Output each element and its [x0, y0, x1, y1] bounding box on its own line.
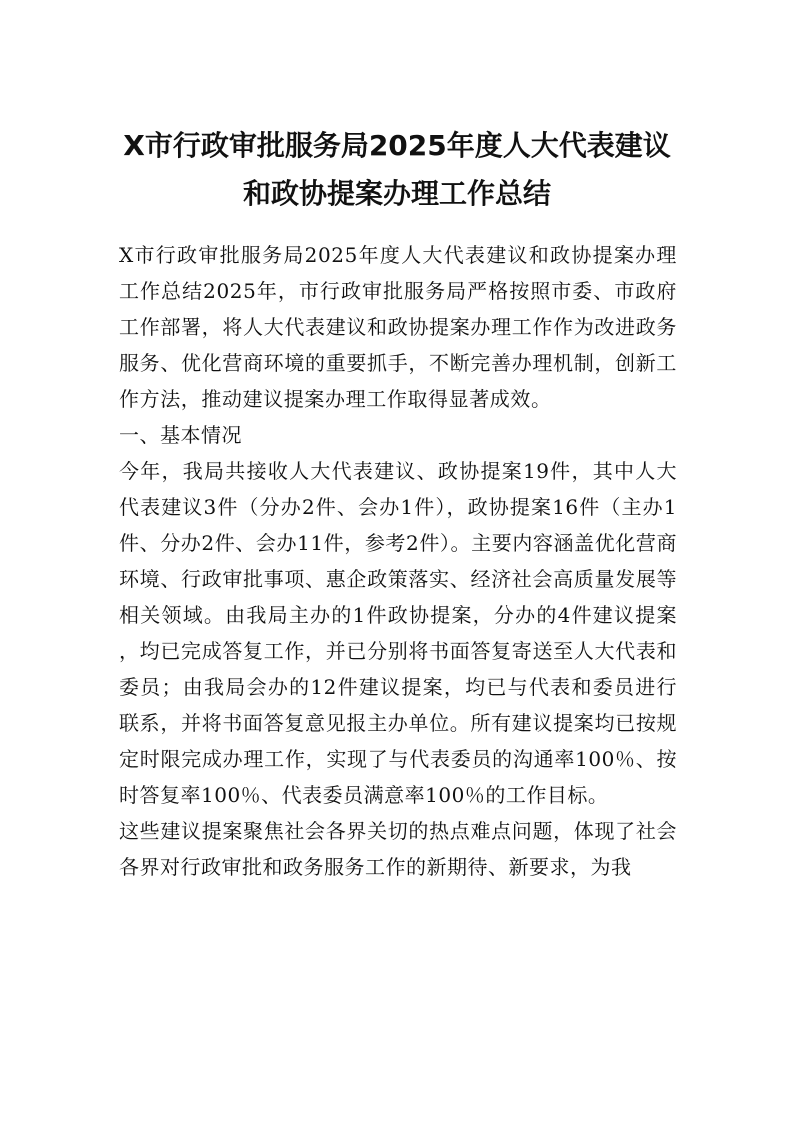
document-body — [119, 237, 677, 885]
basic-situation-paragraph: 今年，我局共接收人大代表建议、政协提案19件，其中人大代表建议3件（分办2件、会办1件），政协提案16件（主办1件、分办2件、会办11件，参考2件）。主要内容涵盖优化营商环境、行政审批事项、惠企政策落实、经济社会高质量发展等相关领域。由我局主办的1件政协提案，分办的4件建议提案，均已完成答复工作，并已分别将书面答复寄送至人大代表和委员；由我局会办的12件建议提案，均已与代表和委员进行联系，并将书面答复意见报主办单位。所有建议提案均已按规定时限完成办理工作，实现了与代表委员的沟通率100％、按时答复率100％、代表委员满意率100％的工作目标。 — [119, 459, 677, 807]
significance-paragraph: 这些建议提案聚焦社会各界关切的热点难点问题，体现了社会各界对行政审批和政务服务工作的新期待、新要求，为我 — [119, 819, 677, 879]
document-title: X市行政审批服务局2025年度人大代表建议和政协提案办理工作总结 — [123, 129, 671, 210]
intro-paragraph: X市行政审批服务局2025年度人大代表建议和政协提案办理工作总结2025年，市行政审批服务局严格按照市委、市政府工作部署，将人大代表建议和政协提案办理工作作为改进政务服务、优化营商环境的重要抓手，不断完善办理机制，创新工作方法，推动建议提案办理工作取得显著成效。 — [119, 243, 677, 411]
section-heading-basic-situation: 一、基本情况 — [119, 423, 242, 447]
